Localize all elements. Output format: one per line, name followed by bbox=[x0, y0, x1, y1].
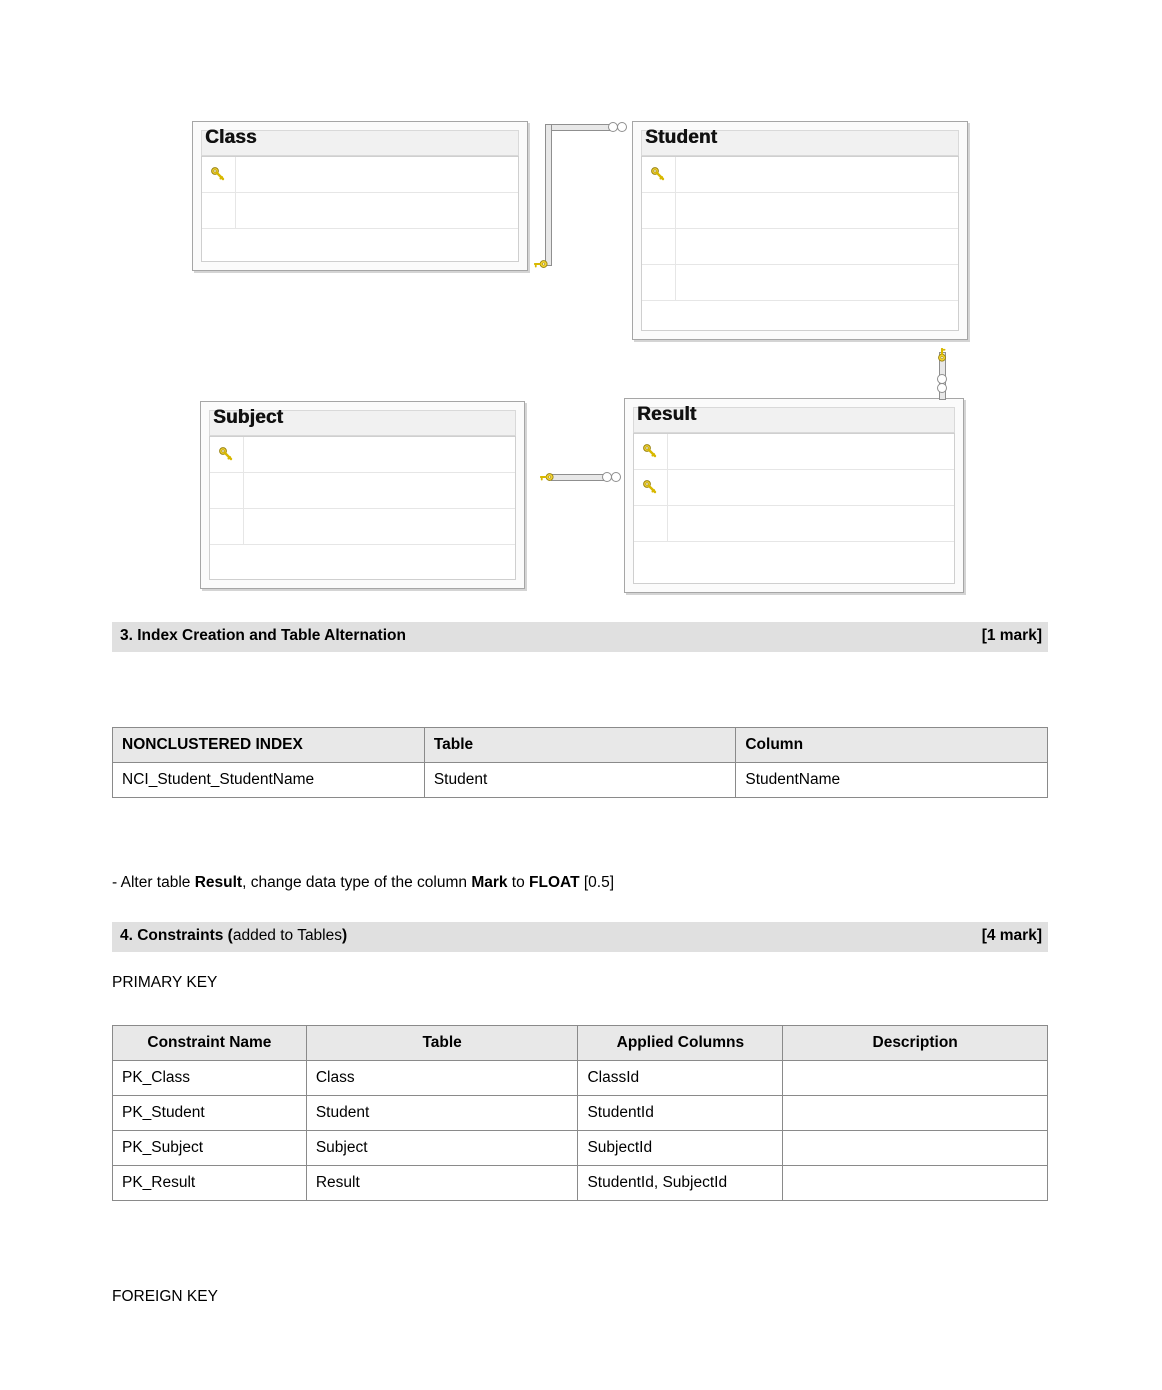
column-header-table: Table bbox=[306, 1026, 578, 1061]
section-4-marks: [4 mark] bbox=[981, 927, 1042, 944]
relationship-line-subject-result[interactable] bbox=[551, 474, 607, 481]
foreign-key-label: FOREIGN KEY bbox=[112, 1288, 218, 1305]
cell-index-table: Student bbox=[424, 763, 736, 798]
er-key-cell bbox=[202, 193, 236, 228]
section-3-heading-bar bbox=[112, 622, 1048, 652]
table-row bbox=[113, 1131, 1048, 1166]
column-header-constraint-name: Constraint Name bbox=[113, 1026, 307, 1061]
er-key-cell bbox=[210, 437, 244, 472]
section-4-title-bold: 4. Constraints ( bbox=[120, 927, 233, 944]
cell-applied-columns: SubjectId bbox=[578, 1131, 783, 1166]
table-row bbox=[113, 1061, 1048, 1096]
cell-constraint-name: PK_Student bbox=[113, 1096, 307, 1131]
column-header-index: NONCLUSTERED INDEX bbox=[113, 728, 425, 763]
er-key-cell bbox=[642, 157, 676, 192]
cell-constraint-name: PK_Subject bbox=[113, 1131, 307, 1166]
primary-key-icon bbox=[218, 446, 234, 462]
alter-prefix: - Alter table bbox=[112, 874, 195, 891]
table-row bbox=[113, 1096, 1048, 1131]
table-row bbox=[113, 763, 1048, 798]
er-key-cell bbox=[642, 229, 676, 264]
relationship-line-class-student[interactable] bbox=[545, 124, 613, 131]
infinity-icon bbox=[617, 122, 627, 132]
cell-table: Subject bbox=[306, 1131, 578, 1166]
nonclustered-index-table bbox=[112, 727, 1048, 798]
cell-table: Result bbox=[306, 1166, 578, 1201]
relationship-key-icon bbox=[935, 348, 949, 362]
primary-key-icon bbox=[642, 479, 658, 495]
relationship-line-class-student-vertical[interactable] bbox=[545, 124, 552, 266]
relationship-key-icon bbox=[540, 470, 554, 484]
section-4-title-bold-end: ) bbox=[342, 927, 348, 944]
alter-datatype: FLOAT bbox=[529, 874, 580, 891]
infinity-icon bbox=[611, 472, 621, 482]
er-table-title: Student bbox=[645, 127, 718, 148]
column-header-applied-columns: Applied Columns bbox=[578, 1026, 783, 1061]
infinity-icon bbox=[937, 383, 947, 393]
cell-index-name: NCI_Student_StudentName bbox=[113, 763, 425, 798]
er-table-subject[interactable] bbox=[200, 401, 525, 589]
er-table-body bbox=[641, 156, 959, 331]
er-table-body bbox=[201, 156, 519, 262]
cell-table: Class bbox=[306, 1061, 578, 1096]
er-key-cell bbox=[634, 470, 668, 505]
er-table-title: Result bbox=[637, 404, 697, 425]
alter-table-note bbox=[112, 872, 614, 894]
column-header-description: Description bbox=[783, 1026, 1048, 1061]
er-key-cell bbox=[202, 157, 236, 192]
cell-constraint-name: PK_Class bbox=[113, 1061, 307, 1096]
section-4-heading-bar bbox=[112, 922, 1048, 952]
table-header-row bbox=[113, 728, 1048, 763]
section-4-title bbox=[120, 927, 347, 945]
er-table-title: Subject bbox=[213, 407, 284, 428]
section-3-title: 3. Index Creation and Table Alternation bbox=[120, 627, 406, 644]
cell-description bbox=[783, 1166, 1048, 1201]
primary-key-icon bbox=[642, 443, 658, 459]
alter-column-name: Mark bbox=[471, 874, 508, 891]
column-header-table: Table bbox=[424, 728, 736, 763]
relationship-key-icon bbox=[534, 257, 548, 271]
er-table-body bbox=[633, 433, 955, 584]
er-table-body bbox=[209, 436, 516, 580]
er-key-cell bbox=[642, 265, 676, 300]
table-header-row bbox=[113, 1026, 1048, 1061]
section-3-marks: [1 mark] bbox=[981, 627, 1042, 644]
alter-table-name: Result bbox=[194, 874, 243, 891]
primary-key-label: PRIMARY KEY bbox=[112, 974, 218, 991]
section-4-title-normal: added to Tables bbox=[232, 927, 342, 944]
er-diagram bbox=[0, 0, 1162, 610]
er-key-cell bbox=[634, 434, 668, 469]
primary-key-constraints-table bbox=[112, 1025, 1048, 1201]
alter-to-word: to bbox=[507, 874, 530, 891]
er-table-student[interactable] bbox=[632, 121, 968, 340]
er-key-cell bbox=[634, 506, 668, 541]
primary-key-icon bbox=[210, 166, 226, 182]
table-row bbox=[113, 1166, 1048, 1201]
cell-constraint-name: PK_Result bbox=[113, 1166, 307, 1201]
cell-table: Student bbox=[306, 1096, 578, 1131]
cell-description bbox=[783, 1131, 1048, 1166]
cell-description bbox=[783, 1061, 1048, 1096]
cell-description bbox=[783, 1096, 1048, 1131]
alter-suffix: [0.5] bbox=[579, 874, 615, 891]
cell-index-column: StudentName bbox=[736, 763, 1048, 798]
er-key-cell bbox=[642, 193, 676, 228]
cell-applied-columns: StudentId bbox=[578, 1096, 783, 1131]
cell-applied-columns: ClassId bbox=[578, 1061, 783, 1096]
er-table-class[interactable] bbox=[192, 121, 528, 271]
er-key-cell bbox=[210, 473, 244, 508]
cell-applied-columns: StudentId, SubjectId bbox=[578, 1166, 783, 1201]
er-table-title: Class bbox=[205, 127, 257, 148]
er-key-cell bbox=[210, 509, 244, 544]
er-table-result[interactable] bbox=[624, 398, 964, 593]
alter-middle: , change data type of the column bbox=[242, 874, 472, 891]
column-header-column: Column bbox=[736, 728, 1048, 763]
primary-key-icon bbox=[650, 166, 666, 182]
